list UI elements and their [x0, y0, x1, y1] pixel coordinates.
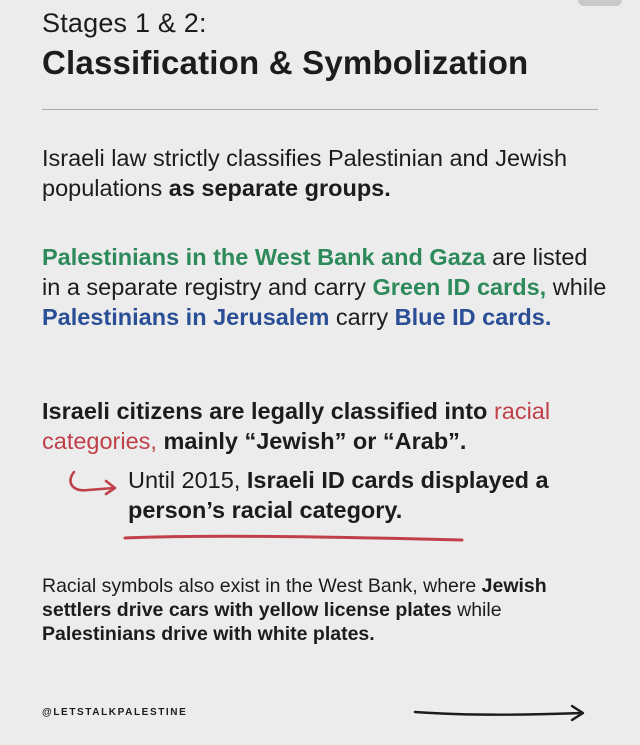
paragraph-until-2015 [128, 465, 608, 525]
paragraph-id-cards [42, 242, 612, 332]
para1-text: Israeli law strictly classifies Palestinian and Jewish populations [42, 145, 568, 201]
page-title: Classification & Symbolization [42, 44, 529, 81]
paragraph-license-plates [42, 574, 612, 646]
para5-text2: while [451, 599, 502, 621]
stage-subtitle: Stages 1 & 2: [42, 8, 207, 38]
red-underline [122, 530, 467, 546]
para2-text3: carry [329, 304, 395, 330]
para1-emphasis: as separate groups. [168, 175, 391, 201]
para2-text1: are listed in a separate registry and carry [42, 244, 588, 300]
para5-bold1: Jewish settlers drive cars with yellow license plates [42, 575, 547, 621]
para2-westbank-gaza: Palestinians in the West Bank and Gaza [42, 244, 486, 270]
paragraph-classification [42, 143, 612, 203]
corner-decoration [578, 0, 622, 6]
para2-green-id: Green ID cards, [372, 274, 547, 300]
para4-text: Until 2015, [128, 467, 247, 493]
para2-blue-id: Blue ID cards. [394, 304, 552, 330]
para4-emphasis: Israeli ID cards displayed a person’s racial category. [128, 467, 549, 523]
para5-bold2: Palestinians drive with white plates. [42, 623, 375, 645]
para3-bold1: Israeli citizens are legally classified into [42, 398, 494, 424]
account-handle: @LETSTALKPALESTINE [42, 707, 188, 718]
curved-arrow-right-icon [64, 468, 120, 498]
paragraph-racial-categories [42, 396, 612, 456]
para3-racial-categories: racial categories, [42, 398, 551, 454]
swipe-arrow-right-icon[interactable] [410, 698, 590, 728]
divider [42, 109, 598, 110]
para2-jerusalem: Palestinians in Jerusalem [42, 304, 330, 330]
para3-bold2: mainly “Jewish” or “Arab”. [156, 428, 467, 454]
para5-text1: Racial symbols also exist in the West Bank, where [42, 575, 482, 597]
para2-text2: while [546, 274, 607, 300]
